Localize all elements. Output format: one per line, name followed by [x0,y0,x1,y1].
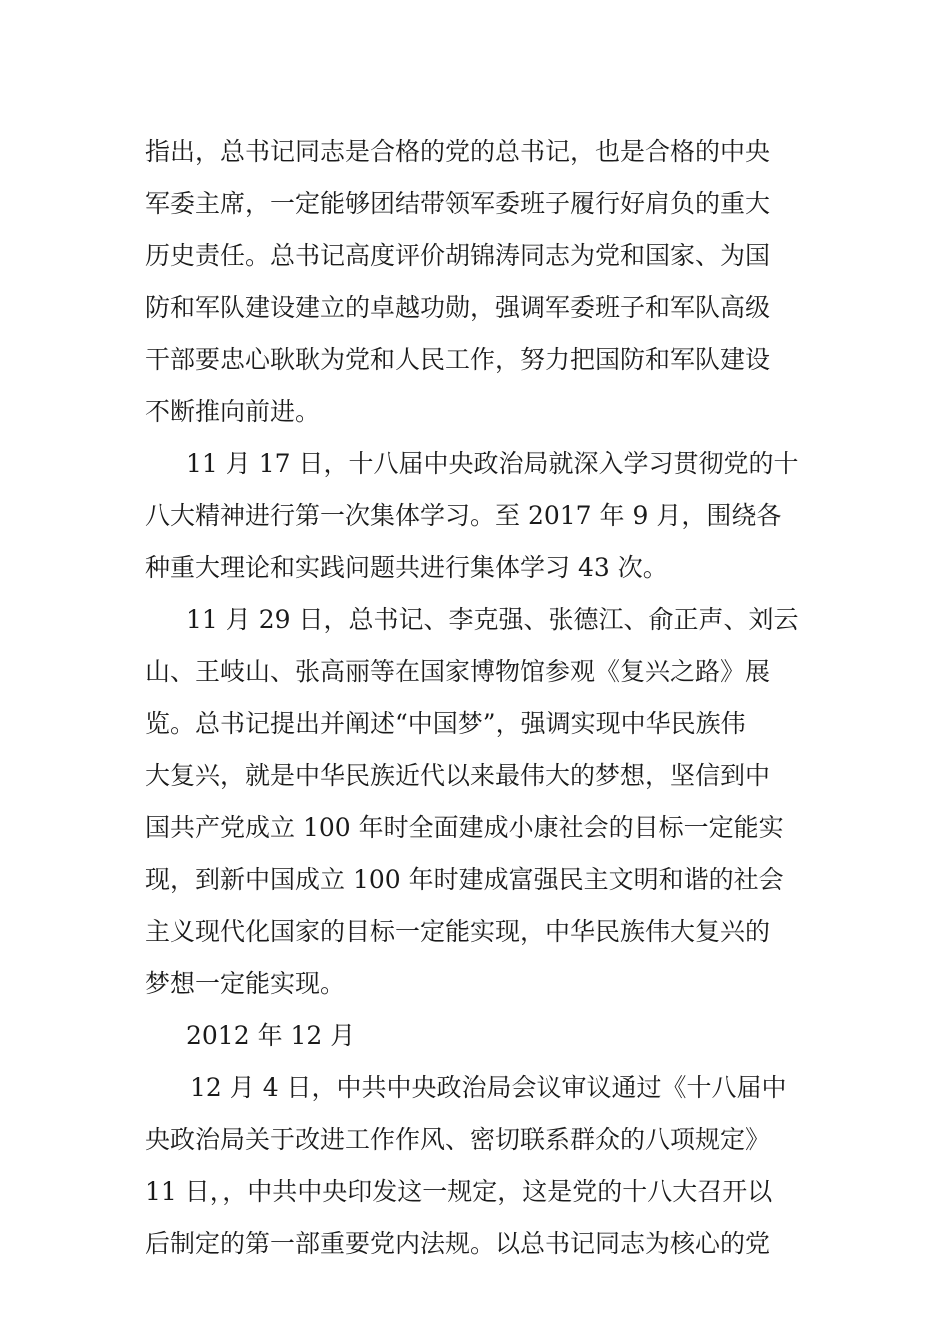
text-line: 防和军队建设建立的卓越功勋，强调军委班子和军队高级 [145,293,771,322]
text-line: 不断推向前进。 [145,397,321,426]
text-line: 12 月 4 日，中共中央政治局会议审议通过《十八届中 [190,1073,787,1102]
text-line: 国共产党成立 100 年时全面建成小康社会的目标一定能实 [145,813,784,842]
text-line: 山、王岐山、张高丽等在国家博物馆参观《复兴之路》展 [145,657,771,686]
text-line: 种重大理论和实践问题共进行集体学习 43 次。 [145,553,668,582]
text-line: 历史责任。总书记高度评价胡锦涛同志为党和国家、为国 [145,241,771,270]
text-line: 军委主席，一定能够团结带领军委班子履行好肩负的重大 [145,189,771,218]
text-line: 览。总书记提出并阐述“中国梦”，强调实现中华民族伟 [145,709,746,738]
text-line: 干部要忠心耿耿为党和人民工作，努力把国防和军队建设 [145,345,771,374]
text-line: 后制定的第一部重要党内法规。以总书记同志为核心的党 [145,1229,771,1258]
text-line: 央政治局关于改进工作作风、密切联系群众的八项规定》 [145,1125,771,1154]
text-line: 大复兴，就是中华民族近代以来最伟大的梦想，坚信到中 [145,761,771,790]
text-line: 梦想一定能实现。 [145,969,346,998]
text-line: 八大精神进行第一次集体学习。至 2017 年 9 月，围绕各 [145,501,782,530]
text-line: 11 日，，中共中央印发这一规定，这是党的十八大召开以 [145,1177,773,1206]
text-line: 主义现代化国家的目标一定能实现，中华民族伟大复兴的 [145,917,771,946]
text-line: 11 月 29 日，总书记、李克强、张德江、俞正声、刘云 [186,605,799,634]
text-line: 指出，总书记同志是合格的党的总书记，也是合格的中央 [145,137,771,166]
text-line: 11 月 17 日，十八届中央政治局就深入学习贯彻党的十 [186,449,799,478]
section-heading: 2012 年 12 月 [186,1021,356,1050]
text-line: 现，到新中国成立 100 年时建成富强民主文明和谐的社会 [145,865,784,894]
